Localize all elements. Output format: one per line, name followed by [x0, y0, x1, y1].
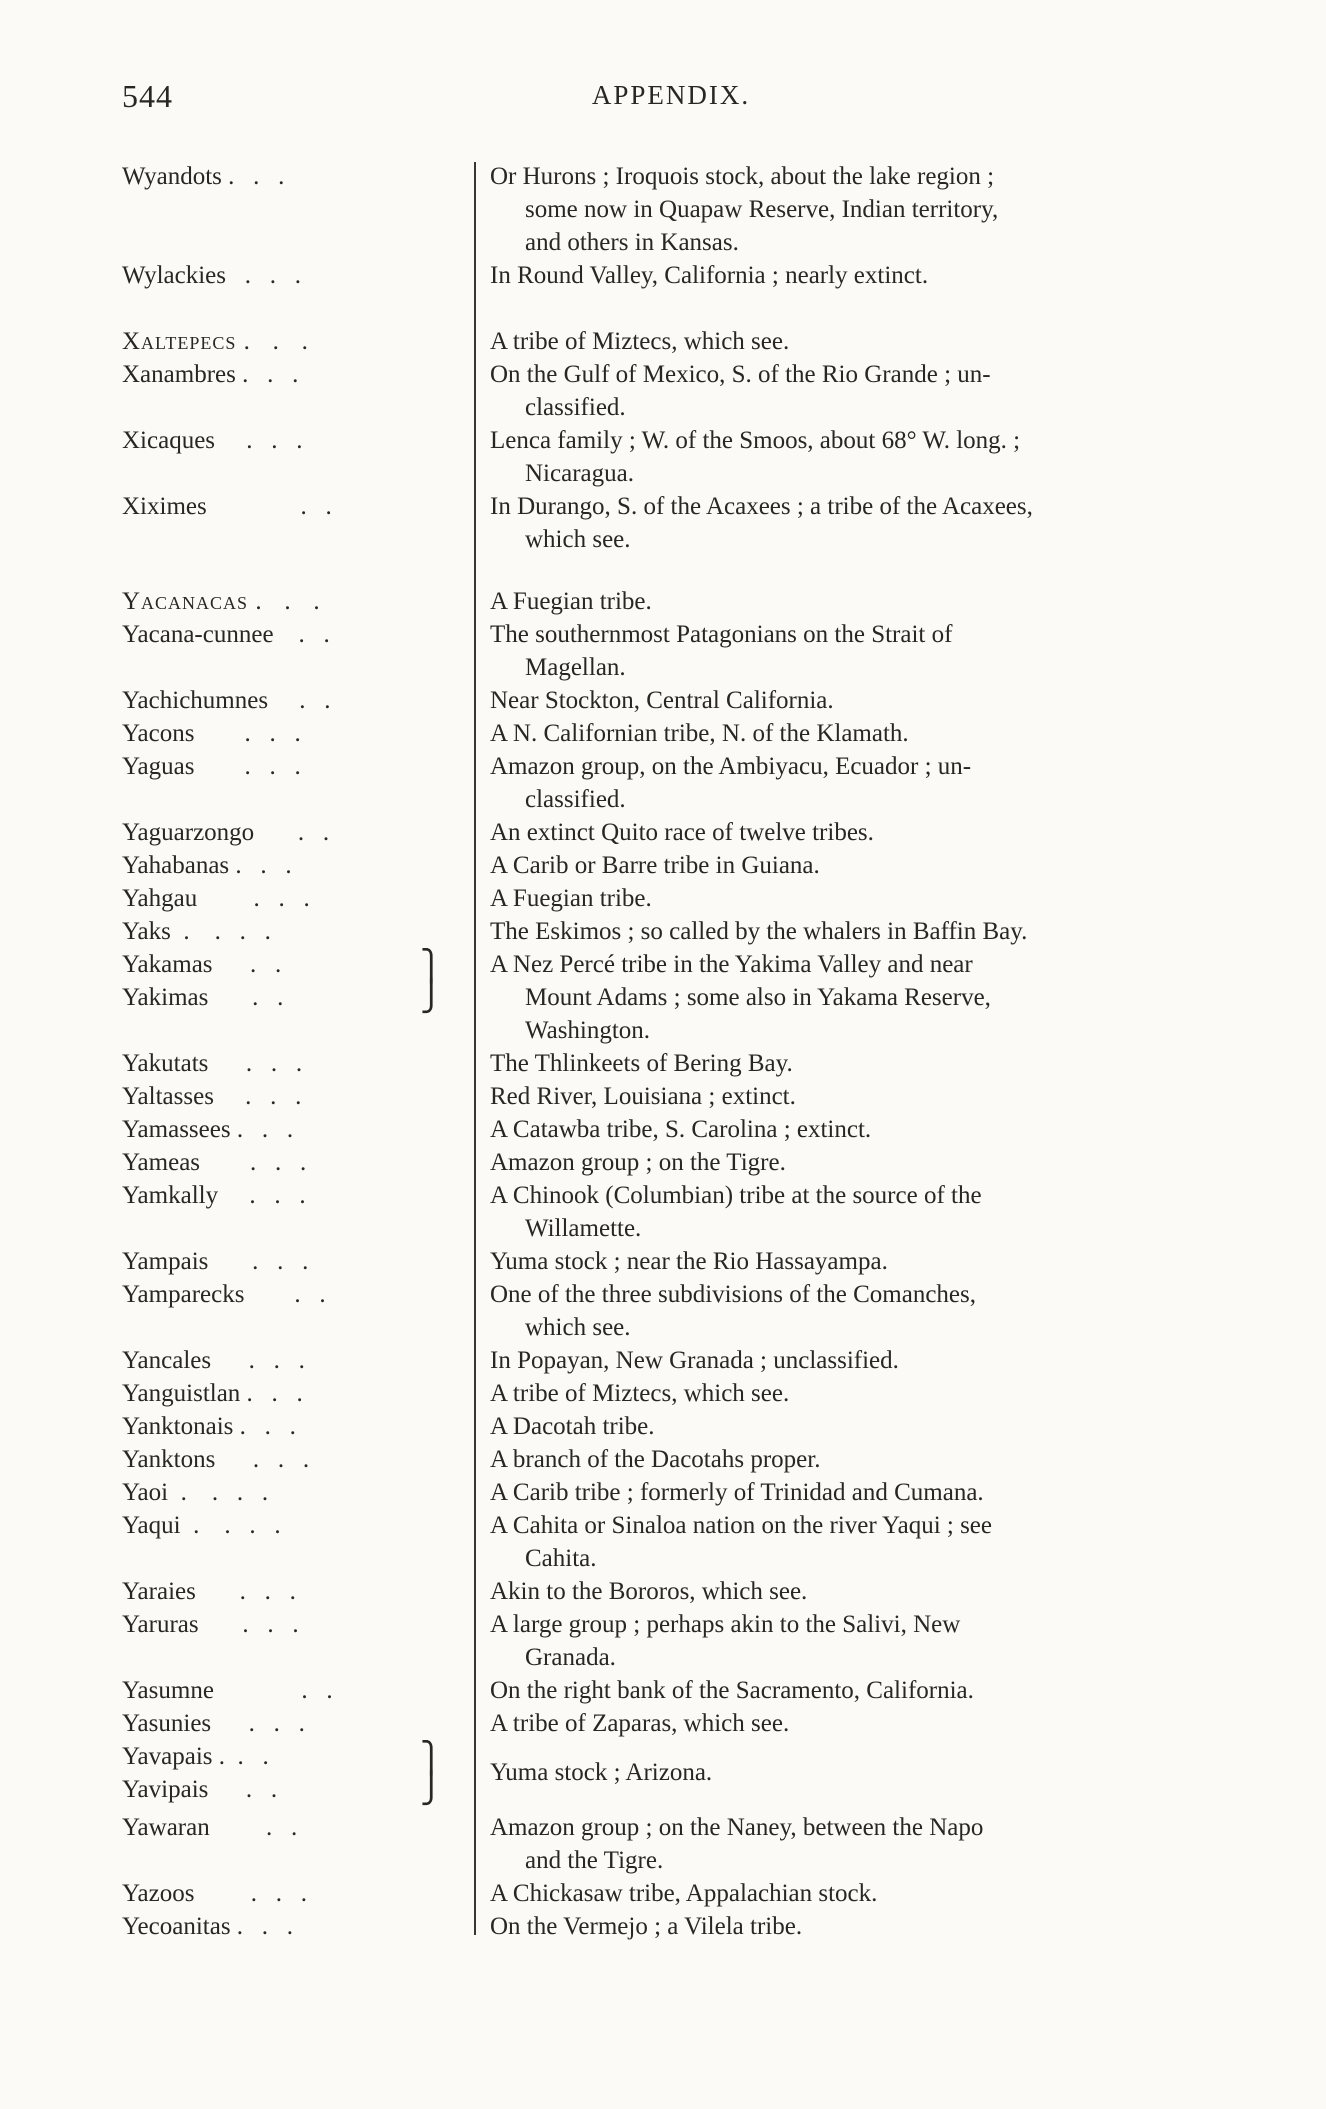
tribe-name: Xicaques . . .: [122, 427, 303, 454]
tribe-description: [490, 1377, 1218, 1410]
tribe-name: Wylackies . . .: [122, 262, 302, 289]
tribe-name: Yahgau . . .: [122, 885, 310, 912]
description-line: Near Stockton, Central California.: [490, 687, 834, 714]
tribe-description: [490, 717, 1218, 750]
tribe-name: Yancales . . .: [122, 1347, 305, 1374]
description-line: The southernmost Patagonians on the Strait of: [490, 621, 953, 648]
description-line: One of the three subdivisions of the Comanches,: [490, 1281, 977, 1308]
page-number: 544: [122, 78, 173, 114]
tribe-name: Yakimas . .: [122, 984, 284, 1011]
tribe-description: [490, 750, 1218, 816]
tribe-name: Yakamas . .: [122, 951, 282, 978]
tribe-name: Yacana-cunnee . .: [122, 621, 330, 648]
tribe-name: Xanambres . . .: [122, 361, 299, 388]
tribe-description: [490, 424, 1218, 490]
description-line: Willamette.: [525, 1215, 642, 1242]
tribe-description: [490, 1575, 1218, 1608]
description-line: Nicaragua.: [525, 460, 634, 487]
tribe-description: [490, 1047, 1218, 1080]
tribe-name: Yampais . . .: [122, 1248, 309, 1275]
description-line: Akin to the Bororos, which see.: [490, 1578, 808, 1605]
tribe-description: [490, 358, 1218, 424]
description-line: Yuma stock ; Arizona.: [490, 1759, 713, 1786]
page-header: [122, 78, 1220, 118]
tribe-description: [490, 915, 1218, 948]
tribe-name: Xiximes . .: [122, 493, 332, 520]
description-line: The Eskimos ; so called by the whalers in Baffin Bay.: [490, 918, 1028, 945]
tribe-name: Yaguas . . .: [122, 753, 301, 780]
tribe-name: Yaraies . . .: [122, 1578, 296, 1605]
description-line: In Durango, S. of the Acaxees ; a tribe of the Acaxees,: [490, 493, 1033, 520]
description-line: Granada.: [525, 1644, 616, 1671]
brace-mark: ⎭: [420, 1772, 443, 1805]
description-line: Mount Adams ; some also in Yakama Reserve,: [525, 984, 991, 1011]
tribe-description: [490, 1476, 1218, 1509]
description-line: Washington.: [525, 1017, 651, 1044]
tribe-description: [490, 1410, 1218, 1443]
description-line: A Carib or Barre tribe in Guiana.: [490, 852, 820, 879]
tribe-description: [490, 849, 1218, 882]
description-line: A Dacotah tribe.: [490, 1413, 655, 1440]
description-line: Amazon group, on the Ambiyacu, Ecuador ; un-: [490, 753, 972, 780]
tribe-name: Yacanacas . . .: [122, 588, 321, 615]
tribe-description: [490, 1811, 1218, 1877]
tribe-description: [490, 1080, 1218, 1113]
tribe-description: [490, 1910, 1218, 1943]
description-line: A tribe of Zaparas, which see.: [490, 1710, 790, 1737]
tribe-description: [490, 684, 1218, 717]
tribe-name: Yecoanitas . . .: [122, 1913, 294, 1940]
tribe-description: [490, 1674, 1218, 1707]
description-line: and the Tigre.: [525, 1847, 664, 1874]
tribe-description: [490, 1877, 1218, 1910]
tribe-description: [490, 816, 1218, 849]
tribe-name: Yaoi . . . .: [122, 1479, 269, 1506]
column-rule: [474, 162, 476, 1935]
tribe-name: Yaks . . . .: [122, 918, 271, 945]
tribe-description: [490, 1245, 1218, 1278]
description-line: which see.: [525, 526, 631, 553]
description-line: A Fuegian tribe.: [490, 885, 652, 912]
tribe-description: [490, 1113, 1218, 1146]
tribe-name: Yaguarzongo . .: [122, 819, 330, 846]
tribe-description: [490, 1707, 1218, 1740]
tribe-description: [490, 1146, 1218, 1179]
description-line: Lenca family ; W. of the Smoos, about 68° W. long. ;: [490, 427, 1021, 454]
description-line: Amazon group ; on the Naney, between the Napo: [490, 1814, 984, 1841]
tribe-name: Yamassees . . .: [122, 1116, 294, 1143]
description-line: Cahita.: [525, 1545, 597, 1572]
description-line: A branch of the Dacotahs proper.: [490, 1446, 821, 1473]
brace-mark: ⎫: [420, 1742, 443, 1775]
tribe-description: [490, 948, 1218, 1047]
tribe-description: [490, 585, 1218, 618]
tribe-description: [490, 882, 1218, 915]
description-line: classified.: [525, 786, 626, 813]
tribe-name: Yavapais . . .: [122, 1743, 269, 1770]
description-line: and others in Kansas.: [525, 229, 739, 256]
description-line: On the Gulf of Mexico, S. of the Rio Grande ; un-: [490, 361, 991, 388]
description-line: A Chinook (Columbian) tribe at the source of the: [490, 1182, 982, 1209]
description-line: A Carib tribe ; formerly of Trinidad and Cumana.: [490, 1479, 984, 1506]
tribe-name: Yahabanas . . .: [122, 852, 292, 879]
description-line: In Round Valley, California ; nearly extinct.: [490, 262, 929, 289]
description-line: Yuma stock ; near the Rio Hassayampa.: [490, 1248, 888, 1275]
tribe-description: [490, 259, 1218, 292]
tribe-name: Xaltepecs . . .: [122, 328, 309, 355]
tribe-name: Yanktonais . . .: [122, 1413, 296, 1440]
tribe-name: Yawaran . .: [122, 1814, 298, 1841]
description-line: A tribe of Miztecs, which see.: [490, 1380, 790, 1407]
running-head: APPENDIX.: [591, 80, 751, 110]
tribe-description: [490, 490, 1218, 556]
description-line: Magellan.: [525, 654, 626, 681]
description-line: Red River, Louisiana ; extinct.: [490, 1083, 796, 1110]
tribe-description: [490, 160, 1218, 259]
tribe-name: Yasumne . .: [122, 1677, 333, 1704]
tribe-name: Yakutats . . .: [122, 1050, 303, 1077]
tribe-description: [490, 1756, 1218, 1789]
tribe-name: Yazoos . . .: [122, 1880, 307, 1907]
tribe-description: [490, 618, 1218, 684]
tribe-description: [490, 1278, 1218, 1344]
description-line: On the Vermejo ; a Vilela tribe.: [490, 1913, 803, 1940]
tribe-name: Yanktons . . .: [122, 1446, 310, 1473]
description-line: classified.: [525, 394, 626, 421]
tribe-description: [490, 1443, 1218, 1476]
description-line: which see.: [525, 1314, 631, 1341]
tribe-name: Yasunies . . .: [122, 1710, 305, 1737]
description-line: Or Hurons ; Iroquois stock, about the lake region ;: [490, 163, 995, 190]
tribe-name: Yavipais . .: [122, 1776, 278, 1803]
description-line: The Thlinkeets of Bering Bay.: [490, 1050, 793, 1077]
brace-mark: ⎭: [420, 980, 443, 1013]
description-line: A Fuegian tribe.: [490, 588, 652, 615]
description-line: Amazon group ; on the Tigre.: [490, 1149, 786, 1176]
tribe-name: Yachichumnes . .: [122, 687, 331, 714]
description-line: A N. Californian tribe, N. of the Klamath.: [490, 720, 909, 747]
tribe-name: Wyandots . . .: [122, 163, 285, 190]
tribe-description: [490, 1608, 1218, 1674]
description-line: A Nez Percé tribe in the Yakima Valley and near: [490, 951, 973, 978]
tribe-description: [490, 1344, 1218, 1377]
description-line: A tribe of Miztecs, which see.: [490, 328, 790, 355]
tribe-description: [490, 1179, 1218, 1245]
description-line: On the right bank of the Sacramento, California.: [490, 1677, 974, 1704]
description-line: A large group ; perhaps akin to the Salivi, New: [490, 1611, 961, 1638]
description-line: some now in Quapaw Reserve, Indian territory,: [525, 196, 999, 223]
tribe-description: [490, 1509, 1218, 1575]
tribe-name: Yanguistlan . . .: [122, 1380, 303, 1407]
description-line: A Cahita or Sinaloa nation on the river Yaqui ; see: [490, 1512, 993, 1539]
appendix-entries: [122, 160, 1220, 1940]
brace-mark: ⎫: [420, 950, 443, 983]
description-line: A Catawba tribe, S. Carolina ; extinct.: [490, 1116, 872, 1143]
tribe-name: Yaltasses . . .: [122, 1083, 302, 1110]
tribe-description: [490, 325, 1218, 358]
description-line: In Popayan, New Granada ; unclassified.: [490, 1347, 899, 1374]
tribe-name: Yameas . . .: [122, 1149, 307, 1176]
tribe-name: Yaqui . . . .: [122, 1512, 281, 1539]
description-line: An extinct Quito race of twelve tribes.: [490, 819, 874, 846]
tribe-name: Yamparecks . .: [122, 1281, 326, 1308]
tribe-name: Yaruras . . .: [122, 1611, 299, 1638]
description-line: A Chickasaw tribe, Appalachian stock.: [490, 1880, 878, 1907]
tribe-name: Yacons . . .: [122, 720, 301, 747]
tribe-name: Yamkally . . .: [122, 1182, 306, 1209]
